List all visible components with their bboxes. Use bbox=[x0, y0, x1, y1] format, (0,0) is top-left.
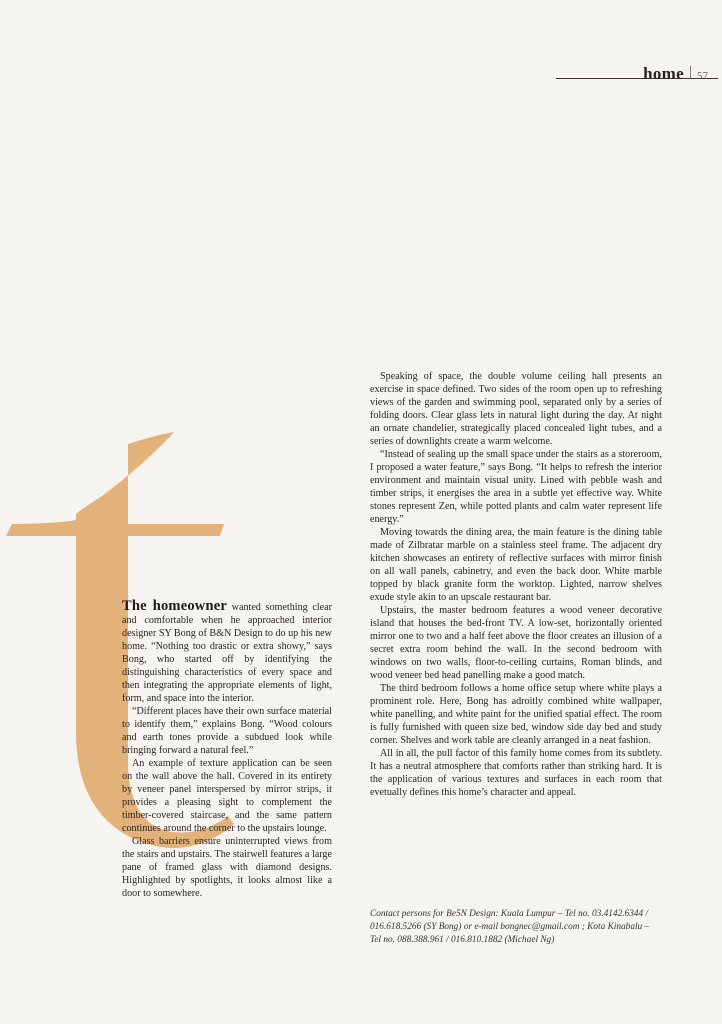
contact-info: Contact persons for Be5N Design: Kuala Lumpur – Tel no. 03.4142.6344 / 016.618.5266 (SY Bong) or e-mail bongnec@gmail.com ; Kota Kinabalu – Tel no. 088.388.961 / 016.810.1882 (Michael Ng) bbox=[370, 909, 650, 946]
lead-in: The homeowner bbox=[122, 598, 227, 614]
paragraph-3: An example of texture application can be seen on the wall above the hall. Covered in its entirety by veneer panel interspersed by mirror strips, it provides a pleasing sight to complement the timber-covered staircase, and the same pattern continues around the corner to the upstairs lounge. bbox=[122, 758, 332, 834]
page-number: 57 bbox=[697, 70, 708, 82]
paragraph-5: Speaking of space, the double volume ceiling hall presents an exercise in space defined. Two sides of the room open up to refreshing views of the garden and swimming pool, separated only by a series of folding doors. Clear glass lets in natural light during the day. At night an ornate chandelier, strategically placed concealed light tubes, and a series of downlights create a warm welcome. bbox=[370, 371, 662, 447]
paragraph-2: “Different places have their own surface material to identify them,” explains Bong. “Wood colours and earth tones provide a subdued look while bringing forward a natural feel.” bbox=[122, 706, 332, 756]
section-name: home bbox=[643, 64, 684, 83]
article-column-left bbox=[122, 600, 332, 900]
paragraph-1 bbox=[122, 600, 332, 705]
paragraph-4: Glass barriers ensure uninterrupted views from the stairs and upstairs. The stairwell features a large pane of framed glass with diamond designs. Highlighted by spotlights, it looks almost like a door to somewhere. bbox=[122, 836, 332, 899]
running-header bbox=[643, 64, 708, 84]
header-separator bbox=[690, 66, 691, 79]
paragraph-7: Moving towards the dining area, the main feature is the dining table made of Zilbratar marble on a stainless steel frame. The adjacent dry kitchen showcases an entirety of reflective surfaces with mirror finish on all wall panels, cabinetry, and even the back door. White marble topped by black granite form the worktop. Lighted, narrow shelves exude style akin to an upscale restaurant bar. bbox=[370, 527, 662, 603]
article-column-right bbox=[370, 370, 662, 799]
paragraph-10: All in all, the pull factor of this family home comes from its subtlety. It has a neutral atmosphere that comforts rather than striking hard. It is the application of various textures and surfaces in each room that evetually defines this home’s character and appeal. bbox=[370, 748, 662, 798]
paragraph-1-text: wanted something clear and comfortable when he approached interior designer SY Bong of B&N Design to do up his new home. “Nothing too drastic or extra showy,” says Bong, who started off by identifying the distinguishing characteristics of every space and then integrating the appropriate elements of light, form, and space into the interior. bbox=[122, 602, 333, 704]
paragraph-6: “Instead of sealing up the small space under the stairs as a storeroom, I proposed a water feature,” says Bong. “It helps to refresh the interior environment and maintain visual unity. Lined with pebble wash and timber strips, it energises the area in a subtle yet effective way. White stones represent Zen, while potted plants and calm water represent life energy.” bbox=[370, 449, 662, 525]
paragraph-8: Upstairs, the master bedroom features a wood veneer decorative island that houses the bed-front TV. A low-set, horizontally oriented mirror one to two and a half feet above the floor creates an illusion of a secret extra room behind the wall. In the second bedroom with windows on two walls, floor-to-ceiling curtains, Roman blinds, and wood veneer bed head panelling make a good match. bbox=[370, 605, 662, 681]
paragraph-9: The third bedroom follows a home office setup where white plays a prominent role. Here, Bong has adroitly combined white wallpaper, white panelling, and white paint for the unified spatial effect. The room is fully furnished with queen size bed, window side day bed and study corner. Shelves and work table are cleanly arranged in a neat fashion. bbox=[370, 683, 662, 746]
